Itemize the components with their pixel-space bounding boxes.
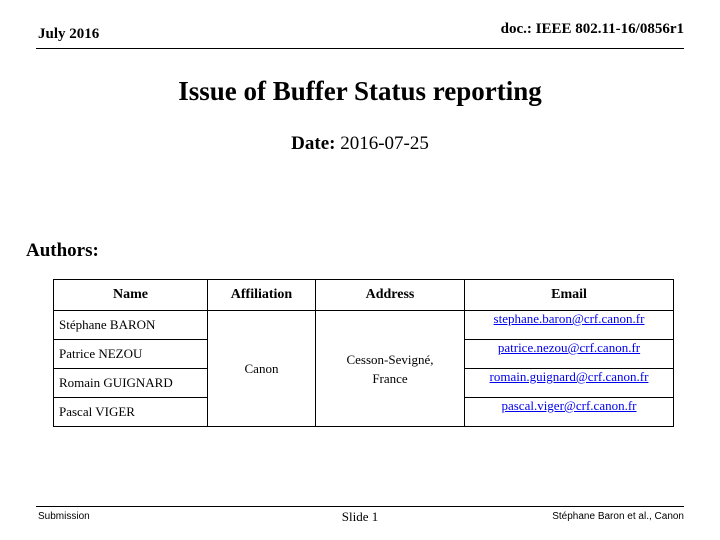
header-doc-id: doc.: IEEE 802.11-16/0856r1 (500, 21, 684, 37)
address-line-1: Cesson-Sevigné, (346, 351, 434, 367)
authors-table (53, 279, 674, 427)
column-header-affiliation: Affiliation (208, 280, 316, 311)
footer-divider (36, 506, 684, 507)
header-date: July 2016 (38, 26, 100, 42)
authors-heading: Authors: (26, 240, 99, 261)
footer-authors: Stéphane Baron et al., Canon (552, 511, 684, 522)
email-link[interactable]: stephane.baron@crf.canon.fr (493, 311, 645, 326)
header-divider (36, 48, 684, 49)
address-cell (316, 311, 465, 427)
email-cell (465, 398, 674, 427)
footer-submission: Submission (38, 511, 90, 522)
column-header-address: Address (316, 280, 465, 311)
date-label: Date: (291, 133, 336, 154)
author-name: Stéphane BARON (54, 311, 208, 340)
table-row (54, 311, 674, 340)
affiliation-cell: Canon (208, 311, 316, 427)
table-header-row (54, 280, 674, 311)
email-link[interactable]: patrice.nezou@crf.canon.fr (497, 340, 641, 355)
column-header-email: Email (465, 280, 674, 311)
date-value: 2016-07-25 (340, 133, 429, 154)
email-cell (465, 311, 674, 340)
author-name: Pascal VIGER (54, 398, 208, 427)
email-link[interactable]: romain.guignard@crf.canon.fr (489, 369, 649, 384)
author-name: Romain GUIGNARD (54, 369, 208, 398)
column-header-name: Name (54, 280, 208, 311)
date-line (0, 133, 720, 155)
address-line-2: France (372, 370, 408, 386)
footer-slide-number: Slide 1 (341, 509, 379, 524)
slide-title: Issue of Buffer Status reporting (178, 76, 542, 106)
email-cell (465, 340, 674, 369)
author-name: Patrice NEZOU (54, 340, 208, 369)
email-cell (465, 369, 674, 398)
email-link[interactable]: pascal.viger@crf.canon.fr (501, 398, 637, 413)
